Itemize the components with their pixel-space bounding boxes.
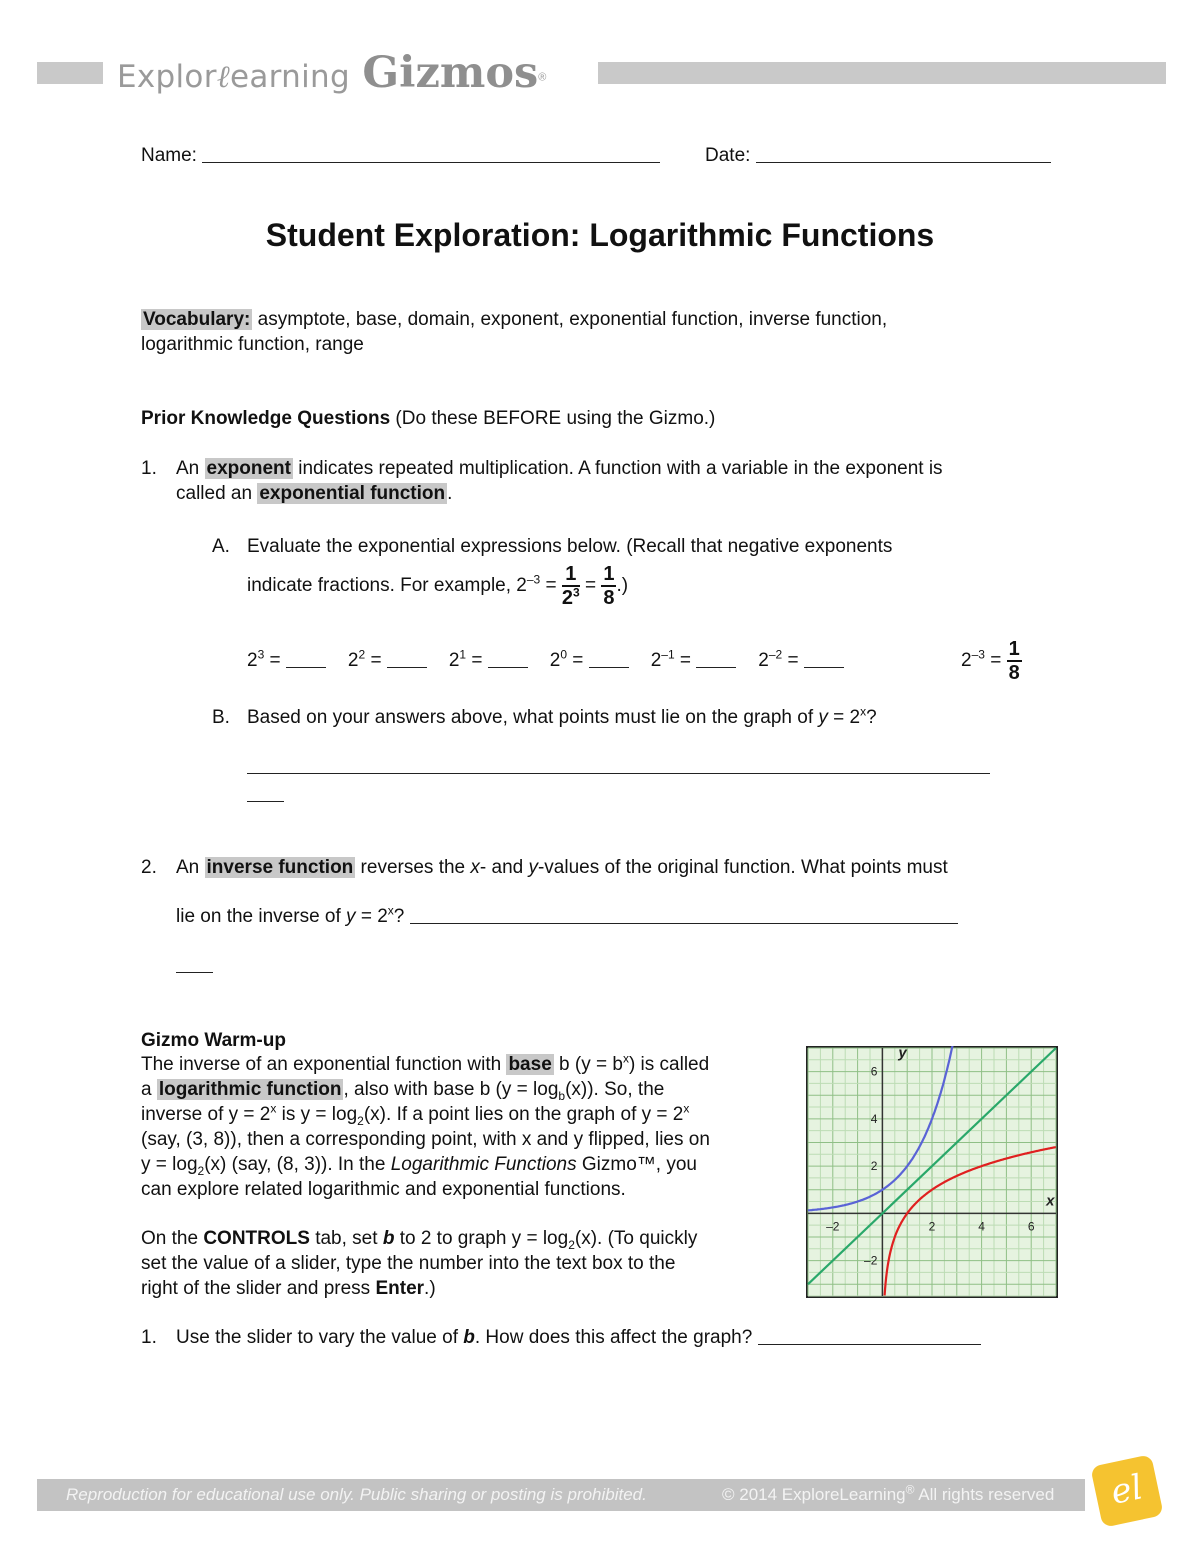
q1-line2-pre: called an: [176, 483, 258, 504]
wp1-i: (x). If a point lies on the graph of y = 2: [363, 1104, 684, 1125]
q1b-eq: = 2: [827, 707, 861, 728]
fraction-1-over-2-cubed: [562, 563, 580, 609]
wp1-j: (say, (3, 8)), then a corresponding point, with x and y flipped, lies on: [141, 1129, 710, 1150]
q2-text2: - and: [479, 857, 529, 878]
q1b-q: ?: [866, 707, 877, 728]
q2-text1: reverses the: [355, 857, 471, 878]
q2-y: y: [528, 857, 538, 878]
q1a-exp: –3: [526, 572, 541, 587]
frac1-den-exp: 3: [573, 585, 580, 600]
wp1-l: (x) (say, (8, 3)). In the: [204, 1154, 391, 1175]
footer-rights: All rights reserved: [914, 1485, 1055, 1504]
q2-line2-y: y: [346, 906, 356, 927]
power-base: 2: [247, 650, 258, 671]
log-graph: [806, 1046, 1058, 1298]
frac1-den-base: 2: [561, 587, 573, 609]
prior-heading-text: Prior Knowledge Questions: [141, 408, 391, 429]
wp1-g-exp: x: [270, 1101, 277, 1116]
wp2-a: On the: [141, 1228, 204, 1249]
x-tick-label: 4: [978, 1219, 985, 1234]
powers-list: [247, 647, 844, 671]
power-neg3-fraction: [1007, 638, 1022, 684]
wq1-text: Use the slider to vary the value of: [176, 1327, 464, 1348]
q2-line2-eq: = 2: [355, 906, 388, 927]
power-answer-line[interactable]: [589, 650, 629, 668]
wp1-e: , also with base b (y = log: [343, 1079, 559, 1100]
powers-row: [247, 648, 844, 673]
wp1-e-sub: b: [558, 1088, 566, 1103]
power-item: [448, 647, 528, 671]
date-label: Date:: [705, 145, 751, 166]
q1a-eq-2: =: [584, 575, 602, 597]
power-neg3-den: 8: [1008, 662, 1020, 684]
header-bar-left: [37, 62, 103, 84]
wp2-enter: Enter: [375, 1278, 425, 1299]
prior-knowledge-heading: [141, 406, 715, 431]
footer-reg: ®: [905, 1482, 915, 1497]
wp1-a: The inverse of an exponential function with: [141, 1054, 507, 1075]
footer-right-text: [722, 1479, 1054, 1511]
x-tick-label: 2: [928, 1219, 936, 1234]
fraction-1-over-8: [601, 563, 616, 609]
wp2-g: .): [424, 1278, 436, 1299]
q2-answer-line-2[interactable]: [176, 972, 213, 973]
q1b-answer-line-2[interactable]: [247, 801, 284, 802]
brand-logo: [117, 48, 546, 98]
warmup-paragraph-1: [141, 1052, 801, 1202]
frac2-den: 8: [603, 587, 615, 609]
el-logo-text: el: [1107, 1467, 1147, 1513]
q1-mid: indicates repeated multiplication. A function with a variable in the exponent is: [292, 458, 943, 479]
power-eq: =: [782, 650, 804, 671]
power-item: [758, 647, 844, 671]
warmup-paragraph-2: [141, 1226, 801, 1301]
wp2-c-sub: 2: [568, 1237, 575, 1252]
footer-left-text: Reproduction for educational use only. Public sharing or posting is prohibited.: [66, 1485, 647, 1504]
wp1-f: (x)). So, the: [565, 1079, 665, 1100]
power-eq: =: [674, 650, 697, 671]
power-answer-line[interactable]: [387, 650, 427, 668]
power-exp: –2: [768, 647, 783, 662]
q1b-x: x: [860, 704, 867, 719]
brand-learning-text: earning: [229, 59, 350, 95]
power-neg3-base: 2: [961, 650, 972, 672]
wp2-e: set the value of a slider, type the number into the text box to the: [141, 1253, 676, 1274]
power-answer-line[interactable]: [488, 650, 528, 668]
q2-line2-text: lie on the inverse of: [176, 906, 347, 927]
y-tick-label: 6: [870, 1064, 878, 1079]
q2-text3: -values of the original function. What points must: [537, 857, 948, 878]
wq1-text2: . How does this affect the graph?: [474, 1327, 753, 1348]
brand-explore-text: Explor: [117, 59, 217, 95]
power-item: [247, 647, 326, 671]
power-neg3-exp: –3: [971, 647, 985, 662]
name-label: Name:: [141, 145, 197, 166]
warmup-q1-text: [176, 1325, 981, 1350]
power-exp: –1: [661, 647, 675, 662]
wp1-n: can explore related logarithmic and exponential functions.: [141, 1179, 626, 1200]
wp1-d: a: [141, 1079, 157, 1100]
power-eq: =: [264, 650, 286, 671]
warmup-q1-answer-line[interactable]: [758, 1327, 981, 1345]
wq1-b: b: [463, 1327, 475, 1348]
warmup-heading: Gizmo Warm-up: [141, 1030, 286, 1051]
power-answer-line[interactable]: [286, 650, 326, 668]
q2-line2-x: x: [387, 903, 394, 918]
q2-x: x: [470, 857, 480, 878]
q1b-prompt: Based on your answers above, what points must lie on the graph of: [247, 707, 819, 728]
q1a-text-2: indicate fractions. For example, 2: [247, 575, 527, 597]
frac1-den: [562, 587, 580, 609]
x-tick-label: –2: [826, 1219, 840, 1234]
name-line[interactable]: [202, 145, 660, 163]
header-bar-right: [598, 62, 1166, 84]
prior-note: (Do these BEFORE using the Gizmo.): [390, 408, 716, 429]
power-base: 2: [549, 650, 561, 671]
el-logo: [1090, 1454, 1164, 1528]
q1b-answer-line[interactable]: [247, 773, 990, 774]
brand-reg: ®: [538, 71, 547, 84]
q1b-y: y: [818, 707, 828, 728]
power-eq: =: [365, 650, 387, 671]
q1a-example: [247, 563, 628, 609]
q2-line2-q: ?: [393, 906, 405, 927]
date-line[interactable]: [756, 145, 1051, 163]
y-tick-label: 4: [870, 1111, 878, 1126]
q1b-text: [247, 705, 877, 730]
q2-number: 2.: [141, 857, 157, 878]
term-exponent: exponent: [206, 458, 291, 479]
wp1-h: is y = log: [276, 1104, 358, 1125]
footer-copyright: © 2014 ExploreLearning: [722, 1485, 906, 1504]
vocabulary-label: Vocabulary:: [143, 309, 251, 330]
power-neg3-num: 1: [1008, 638, 1020, 660]
wp1-b: b (y = b: [553, 1054, 623, 1075]
date-field: [705, 143, 1051, 168]
q1-number: 1.: [141, 458, 157, 479]
x-axis-label: x: [1046, 1192, 1055, 1210]
q2-pre: An: [176, 857, 205, 878]
wp2-d: (x). (To quickly: [574, 1228, 698, 1249]
q1a-close: .): [616, 575, 629, 597]
x-tick-label: 6: [1027, 1219, 1035, 1234]
frac2-num: 1: [603, 563, 615, 585]
warmup-q1-number: 1.: [141, 1327, 157, 1348]
q1-text: [176, 456, 1076, 506]
term-inverse-function: inverse function: [206, 857, 354, 878]
power-item: [650, 647, 737, 671]
page-title: Student Exploration: Logarithmic Functions: [265, 217, 935, 253]
wp1-k-sub: 2: [197, 1163, 205, 1178]
wp2-c: to 2 to graph y = log: [394, 1228, 569, 1249]
y-tick-label: 2: [870, 1159, 878, 1174]
wp2-controls: CONTROLS: [203, 1228, 310, 1249]
q2-line2: [176, 904, 958, 929]
q1a-letter: A.: [212, 536, 230, 557]
wp2-b: tab, set: [309, 1228, 383, 1249]
power-exp: 1: [459, 647, 467, 662]
y-axis-label: y: [898, 1046, 907, 1062]
power-base: 2: [758, 650, 769, 671]
power-base: 2: [448, 650, 460, 671]
wp1-i-exp: x: [683, 1101, 690, 1116]
power-eq: =: [466, 650, 488, 671]
wp1-k: y = log: [141, 1154, 198, 1175]
q2-text: [176, 855, 948, 880]
term-logarithmic-function: logarithmic function: [158, 1079, 342, 1100]
power-neg3-eq: =: [984, 650, 1007, 672]
vocabulary: [141, 307, 1041, 357]
power-item: [549, 647, 629, 671]
power-eq: =: [567, 650, 589, 671]
frac1-num: 1: [562, 563, 580, 587]
q1b-letter: B.: [212, 707, 230, 728]
wp1-g: inverse of y = 2: [141, 1104, 271, 1125]
vocabulary-text-2: logarithmic function, range: [141, 334, 364, 355]
wp1-gizmo-name: Logarithmic Functions: [390, 1154, 577, 1175]
power-exp: 0: [560, 647, 568, 662]
power-exp: 2: [358, 647, 366, 662]
vocabulary-text-1: asymptote, base, domain, exponent, exponential function, inverse function,: [252, 309, 888, 330]
q1a-text-1: Evaluate the exponential expressions below. (Recall that negative exponents: [247, 536, 893, 557]
q1a-eq: =: [540, 575, 562, 597]
term-exponential-function: exponential function: [259, 483, 446, 504]
power-answer-line[interactable]: [696, 650, 736, 668]
q1-pre: An: [176, 458, 205, 479]
brand-gizmos-text: Gizmos: [362, 48, 539, 98]
power-exp: 3: [257, 647, 265, 662]
power-answer-line[interactable]: [804, 650, 844, 668]
wp1-c: ) is called: [628, 1054, 710, 1075]
wp1-h-sub: 2: [357, 1113, 364, 1128]
wp2-f: right of the slider and press: [141, 1278, 376, 1299]
wp1-m: Gizmo™, you: [576, 1154, 697, 1175]
wp1-b-exp: x: [622, 1051, 629, 1066]
wp2-b-var: b: [382, 1228, 395, 1249]
power-base: 2: [347, 650, 359, 671]
power-base: 2: [650, 650, 662, 671]
power-item: [347, 647, 427, 671]
power-neg3: [961, 638, 1022, 684]
brand-script-l: ℓ: [216, 59, 230, 95]
q2-answer-line[interactable]: [410, 906, 958, 924]
name-field: [141, 143, 660, 168]
y-tick-label: –2: [864, 1253, 878, 1268]
term-base: base: [508, 1054, 552, 1075]
q1-line2-post: .: [447, 483, 453, 504]
footer-band: [37, 1479, 1085, 1511]
